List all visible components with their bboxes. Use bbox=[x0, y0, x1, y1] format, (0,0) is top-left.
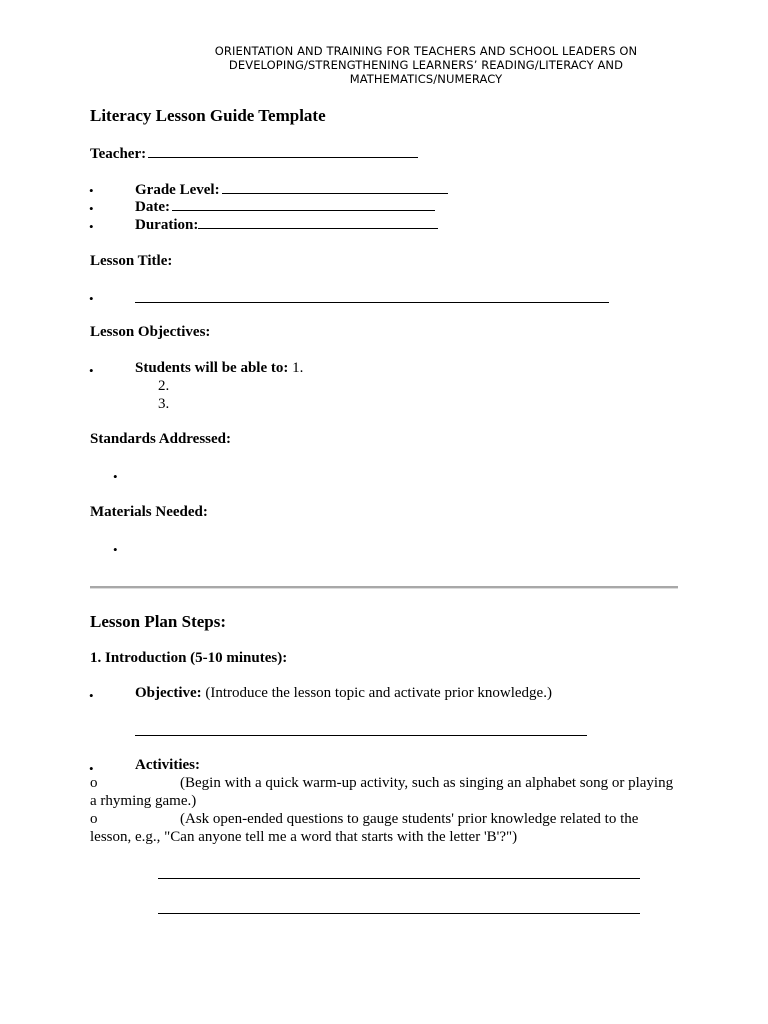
duration-field bbox=[135, 216, 438, 234]
bullet-lesson-title: • bbox=[89, 291, 94, 306]
lesson-title-blank bbox=[135, 302, 609, 303]
sub-bullet-2: o bbox=[90, 811, 98, 827]
bullet-activities: • bbox=[89, 761, 94, 776]
intro-objective-text: (Introduce the lesson topic and activate prior knowledge.) bbox=[201, 685, 552, 701]
document-title: Literacy Lesson Guide Template bbox=[90, 106, 326, 125]
sub-bullet-1: o bbox=[90, 775, 98, 791]
standards-label: Standards Addressed: bbox=[90, 431, 232, 447]
materials-label: Materials Needed: bbox=[90, 504, 208, 520]
activity-blank-1 bbox=[158, 878, 640, 879]
objective-number-3: 3. bbox=[158, 396, 170, 412]
activity-2-text: (Ask open-ended questions to gauge students' prior knowledge related to the lesson, e.g., "Can anyone tell me a word that starts with the letter 'B'?") bbox=[90, 811, 639, 845]
date-label: Date: bbox=[135, 199, 170, 215]
bullet-objective: • bbox=[89, 688, 94, 703]
introduction-heading: 1. Introduction (5-10 minutes): bbox=[90, 650, 288, 666]
grade-level-blank bbox=[222, 181, 448, 194]
objective-number-1: 1. bbox=[292, 360, 304, 376]
lesson-plan-steps-heading: Lesson Plan Steps: bbox=[90, 612, 227, 631]
duration-blank bbox=[198, 216, 438, 229]
objectives-lead-label: Students will be able to: bbox=[135, 360, 289, 376]
bullet-duration: • bbox=[89, 219, 94, 234]
activities-label: Activities: bbox=[135, 757, 200, 773]
objective-blank bbox=[135, 735, 587, 736]
date-blank bbox=[172, 198, 435, 211]
grade-level-field bbox=[135, 181, 448, 199]
date-field bbox=[135, 198, 435, 216]
bullet-grade: • bbox=[89, 183, 94, 198]
duration-label: Duration: bbox=[135, 217, 199, 233]
bullet-date: • bbox=[89, 201, 94, 216]
bullet-standards: • bbox=[113, 469, 118, 484]
document-header bbox=[196, 44, 656, 86]
bullet-materials: • bbox=[113, 542, 118, 557]
intro-objective-label: Objective: bbox=[135, 685, 202, 701]
intro-objective bbox=[135, 685, 552, 702]
lesson-title-label: Lesson Title: bbox=[90, 253, 173, 269]
header-line-1: ORIENTATION AND TRAINING FOR TEACHERS AND SCHOOL LEADERS ON bbox=[214, 44, 638, 58]
section-divider bbox=[90, 586, 678, 589]
teacher-label: Teacher: bbox=[90, 146, 147, 162]
bullet-objectives: • bbox=[89, 363, 94, 378]
objective-number-2: 2. bbox=[158, 378, 170, 394]
activity-1-text: (Begin with a quick warm-up activity, such as singing an alphabet song or playing a rhyming game.) bbox=[90, 775, 674, 809]
teacher-blank bbox=[148, 145, 418, 158]
objectives-lead bbox=[135, 360, 303, 377]
teacher-field bbox=[90, 145, 418, 163]
header-line-2: DEVELOPING/STRENGTHENING LEARNERS’ READING/LITERACY AND bbox=[228, 58, 624, 72]
objectives-label: Lesson Objectives: bbox=[90, 324, 211, 340]
header-line-3: MATHEMATICS/NUMERACY bbox=[349, 72, 503, 86]
grade-level-label: Grade Level: bbox=[135, 182, 220, 198]
activity-blank-2 bbox=[158, 913, 640, 914]
